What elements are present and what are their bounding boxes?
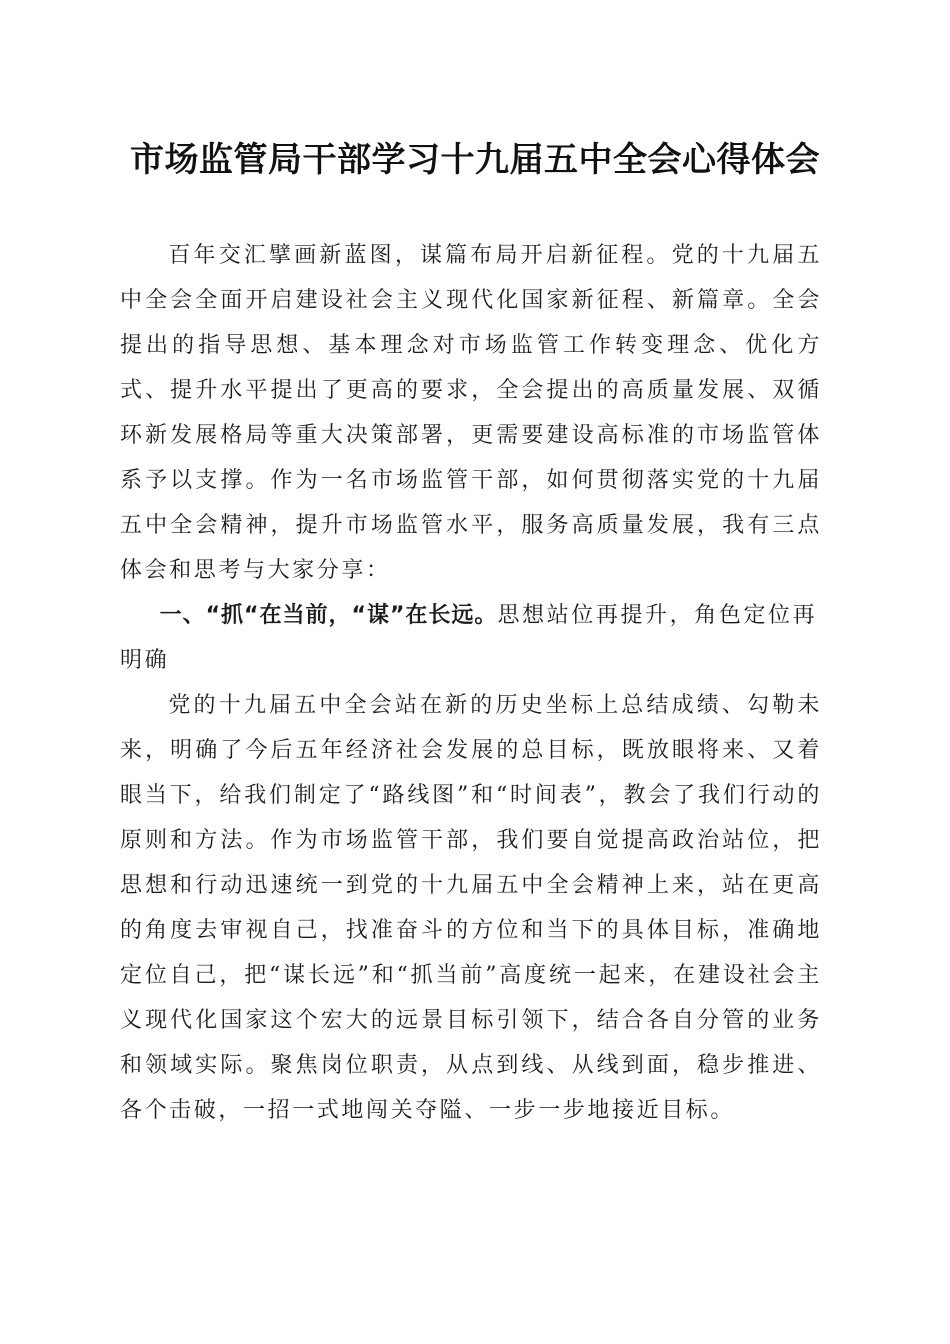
intro-paragraph-block [120,233,822,593]
section-1-paragraph: 党的十九届五中全会站在新的历史坐标上总结成绩、勾勒未来，明确了今后五年经济社会发展的总目标，既放眼将来、又着眼当下，给我们制定了“路线图”和“时间表”，教会了我们行动的原则和方法。作为市场监管干部，我们要自觉提高政治站位，把思想和行动迅速统一到党的十九届五中全会精神上来，站在更高的角度去审视自己，找准奋斗的方位和当下的具体目标，准确地定位自己，把“谋长远”和“抓当前”高度统一起来，在建设社会主义现代化国家这个宏大的远景目标引领下，结合各自分管的业务和领域实际。聚焦岗位职责，从点到线、从线到面，稳步推进、各个击破，一招一式地闯关夺隘、一步一步地接近目标。 [120,693,822,1123]
document-title: 市场监管局干部学习十九届五中全会心得体会 [130,140,820,180]
section-1-heading [120,593,822,683]
section-1-heading-bold: 一、“抓“在当前，“谋”在长远。 [159,603,498,628]
section-1-heading-rest: 思想站位再提升，角色定位再明确 [120,603,818,673]
section-1-paragraph-block [120,683,822,1133]
intro-paragraph: 百年交汇擘画新蓝图，谋篇布局开启新征程。党的十九届五中全会全面开启建设社会主义现代化国家新征程、新篇章。全会提出的指导思想、基本理念对市场监管工作转变理念、优化方式、提升水平提出了更高的要求，全会提出的高质量发展、双循环新发展格局等重大决策部署，更需要建设高标准的市场监管体系予以支撑。作为一名市场监管干部，如何贯彻落实党的十九届五中全会精神，提升市场监管水平，服务高质量发展，我有三点体会和思考与大家分享： [120,243,822,583]
